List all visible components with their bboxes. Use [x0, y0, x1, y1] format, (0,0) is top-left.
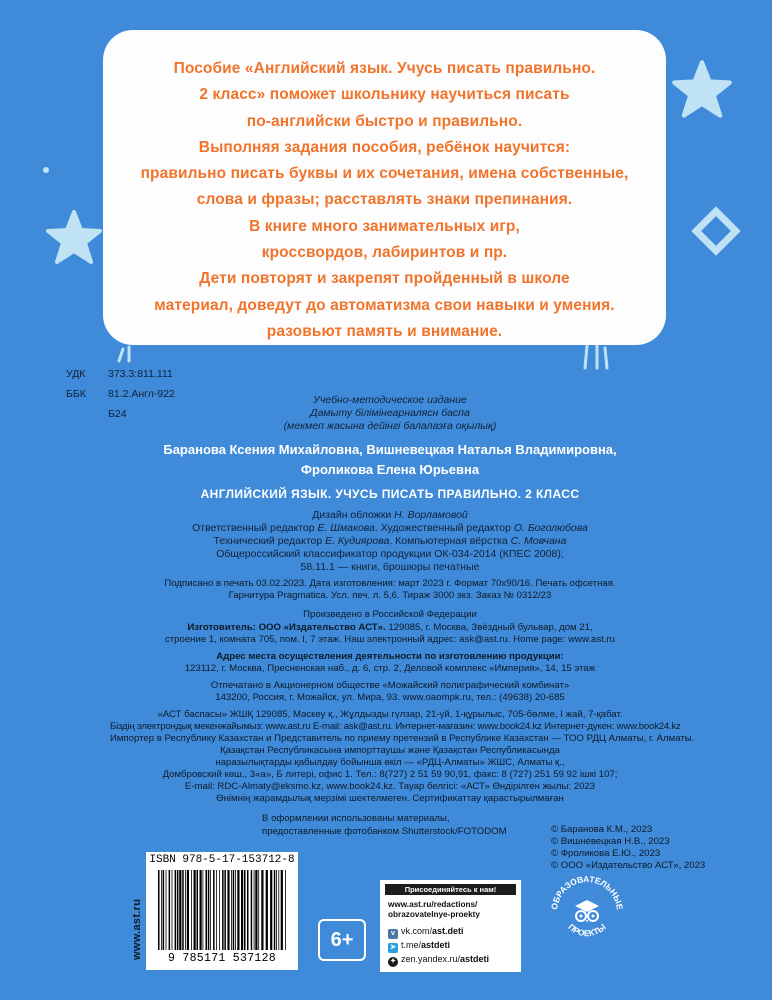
promo-line: слова и фразы; расставлять знаки препинания. — [196, 191, 573, 209]
kz-info-line: Біздің электрондық мекенжайымыз: www.ast.ru E-mail: ask@ast.ru. Интернет-магазин: www.book24.kz Интернет-дүкен: www.book24.kz — [110, 721, 681, 732]
authors-line: Фроликова Елена Юрьевна — [300, 462, 480, 477]
barcode-bar — [213, 870, 215, 950]
telegram-icon: ➤ — [388, 943, 398, 953]
owl-icon — [575, 900, 599, 923]
barcode-bar — [241, 870, 243, 950]
promo-line: 2 класс» поможет школьнику научиться писать — [199, 86, 570, 104]
kz-info-line: Өнімнің жарамдылық мерзімі шектелмеген. Сертификаттау қарастырылмаған — [216, 793, 564, 804]
udk-code — [66, 368, 173, 381]
barcode-bar — [274, 870, 276, 950]
join-link[interactable]: obrazovatelnye-proekty — [388, 910, 480, 919]
credit-name: Н. Ворламовой — [394, 509, 468, 521]
link-name: astdeti — [421, 940, 451, 950]
vk-link[interactable] — [388, 925, 464, 939]
origin-country: Произведено в Российской Федерации — [303, 609, 477, 620]
credit-label: Технический редактор — [213, 535, 323, 547]
barcode-bar — [231, 870, 232, 950]
barcode-bar — [276, 870, 277, 950]
credit-label: Дизайн обложки — [312, 509, 392, 521]
kz-info-line: Домбровский көш., 3«а», Б литерi, офис 1. Тел.: 8(727) 2 51 59 90,91, факс: 8 (727) 251 59 92 ішкі 107; — [162, 769, 618, 780]
promo-line: правильно писать буквы и их сочетания, имена собственные, — [140, 165, 629, 183]
barcode-bar — [203, 870, 204, 950]
badge-top-text: ОБРАЗОВАТЕЛЬНЫЕ — [549, 873, 625, 911]
link-prefix: zen.yandex.ru/ — [401, 954, 461, 964]
manufacturer-line — [110, 622, 670, 634]
barcode-bar — [169, 870, 171, 950]
kz-info-line: Импортер в Республику Казахстан и Представитель по приему претензий в Республике Казахстан — ТОО РДЦ Алматы, г. Алматы. — [110, 733, 695, 744]
credit-name: Е. Шмакова — [317, 522, 375, 534]
manufacturer-label: Изготовитель: ООО «Издательство АСТ». — [187, 622, 386, 633]
barcode-bar — [208, 870, 210, 950]
print-info-line: Подписано в печать 03.02.2023. Дата изготовления: март 2023 г. Формат 70x90/16. Печать офсетная. — [164, 578, 616, 589]
promo-line: по-английски быстро и правильно. — [246, 112, 523, 130]
barcode-bar — [222, 870, 224, 950]
barcode-bar — [278, 870, 279, 950]
promo-line: материал, доведут до автоматизма свои навыки и умения. — [154, 296, 615, 314]
printer-line: Отпечатано в Акционерном обществе «Можайский полиграфический комбинат» — [210, 680, 570, 691]
editor-credit — [110, 522, 670, 535]
barcode-bar — [200, 870, 202, 950]
classifier-line: Общероссийский классификатор продукции ОК-034-2014 (КПЕС 2008); — [216, 548, 564, 560]
credit-name: Е. Кудиярова — [325, 535, 390, 547]
manufacturer-address: 129085, г. Москва, Звёздный бульвар, дом 21, — [385, 622, 593, 633]
edition-type-kz: Дамыту білімінеарналясн баспа — [310, 407, 470, 419]
link-prefix: t.me/ — [401, 940, 422, 950]
barcode-bar — [206, 870, 208, 950]
star-icon — [44, 208, 104, 268]
star-icon — [670, 58, 734, 122]
credit-label: . Компьютерная вёрстка — [389, 535, 508, 547]
copyright-line: © ООО «Издательство АСТ», 2023 — [551, 860, 706, 871]
authors-line: Баранова Ксения Михайловна, Вишневецкая Наталья Владимировна, — [163, 442, 617, 457]
barcode-bar — [251, 870, 253, 950]
promo-line: Пособие «Английский язык. Учусь писать правильно. — [173, 60, 596, 77]
production-address-label: Адрес места осуществления деятельности по изготовлению продукции: — [216, 651, 564, 662]
credit-label: . Художественный редактор — [374, 522, 511, 534]
barcode-bar — [255, 870, 257, 950]
isbn-number: ISBN 978-5-17-153712-8 — [149, 854, 295, 866]
zen-icon: ✦ — [388, 957, 398, 967]
barcode-bar — [244, 870, 246, 950]
barcode-bar — [179, 870, 181, 950]
barcode-bar — [254, 870, 255, 950]
zen-link[interactable] — [388, 953, 489, 967]
barcode-bar — [172, 870, 173, 950]
barcode-bar — [161, 870, 162, 950]
barcode-bar — [175, 870, 177, 950]
kz-info-line: Қазақстан Республикасына импорттаушы және Қазақстан Республикасында — [220, 745, 560, 756]
promo-line: В книге много занимательных игр, — [249, 217, 520, 235]
barcode-bar — [227, 870, 229, 950]
cover-design-credit — [110, 509, 670, 522]
barcode-bar — [194, 870, 196, 950]
age-rating: 6+ — [318, 919, 366, 961]
tech-editor-credit — [110, 535, 670, 548]
kz-info-line: наразылықтарды қабылдау бойынша өкіл — «РДЦ-Алматы» ЖШС, Алматы қ., — [215, 757, 565, 768]
barcode-bar — [191, 870, 192, 950]
barcode-bar — [177, 870, 179, 950]
barcode — [146, 852, 298, 970]
barcode-bar — [216, 870, 217, 950]
promo-line: разовьют память и внимание. — [266, 322, 503, 340]
publisher-site: www.ast.ru — [131, 898, 143, 960]
vk-icon: v — [388, 929, 398, 939]
bbk-code — [66, 388, 175, 401]
udk-label: УДК — [66, 368, 86, 380]
barcode-bar — [187, 870, 189, 950]
kz-info-line: «АСТ баспасы» ЖШҚ 129085, Мәскеу қ., Жұлдызды гүлзар, 21-үй, 1-құрылыс, 705-бөлме, I жай, 7-қабат. — [157, 709, 623, 720]
barcode-bar — [197, 870, 199, 950]
edition-note-kz: (мекмеп жасына дейінгі балалазға оқылық) — [283, 420, 497, 432]
udk-value: 373.3:811.111 — [108, 368, 173, 380]
promo-card — [103, 30, 666, 345]
badge-bottom-text: ПРОЕКТЫ — [566, 921, 608, 939]
barcode-bar — [270, 870, 272, 950]
classifier-line: 58.11.1 — книги, брошюры печатные — [300, 561, 480, 573]
manufacturer-line: строение 1, комната 705, пом. I, 7 этаж. Наш электронный адрес: ask@ast.ru. Home page: www.ast.ru — [164, 634, 615, 645]
barcode-bar — [281, 870, 283, 950]
barcode-bar — [185, 870, 186, 950]
join-us-box — [380, 880, 521, 972]
promo-line: кроссвордов, лабиринтов и пр. — [261, 244, 508, 262]
link-name: ast.deti — [432, 926, 464, 936]
telegram-link[interactable] — [388, 939, 450, 953]
promo-line: Дети повторят и закрепят пройденный в школе — [199, 270, 570, 288]
bbk-value: 81.2.Англ-922 — [108, 388, 175, 400]
sparkle-icon — [36, 160, 56, 180]
barcode-digits: 9 785171 537128 — [167, 952, 277, 965]
production-address: 123112, г. Москва, Пресненская наб., д. 6, стр. 2, Деловой комплекс «Империя», 14, 15 этаж — [184, 663, 596, 674]
barcode-bar — [224, 870, 226, 950]
credit-name: С. Мовчана — [510, 535, 567, 547]
barcode-bar — [247, 870, 249, 950]
edition-type: Учебно-методическое издание — [313, 394, 467, 406]
book-title: АНГЛИЙСКИЙ ЯЗЫК. УЧУСЬ ПИСАТЬ ПРАВИЛЬНО. 2 КЛАСС — [200, 487, 580, 501]
barcode-bar — [285, 870, 286, 950]
printer-line: 143200, Россия, г. Можайск, ул. Мира, 93. www.oaompk.ru, тел.: (49638) 20-685 — [215, 692, 565, 703]
promo-line: Выполняя задания пособия, ребёнок научится: — [198, 138, 571, 156]
barcode-bar — [163, 870, 165, 950]
barcode-bar — [219, 870, 220, 950]
author-mark: Б24 — [108, 408, 127, 420]
print-info-line: Гарнитура Pragmatica. Усл. печ. л. 5,6. Тираж 3000 экз. Заказ № 0312/23 — [228, 590, 552, 601]
kz-info-line: E-mail: RDC-Almaty@eksmo.kz, www.book24.kz. Тауар белгісі: «АСТ» Өндірілген жылы: 2023 — [184, 781, 596, 792]
barcode-bar — [266, 870, 268, 950]
barcode-bar — [235, 870, 236, 950]
diamond-icon — [690, 205, 742, 257]
copyright-line: © Фроликова Е.Ю., 2023 — [551, 848, 661, 859]
barcode-bar — [237, 870, 239, 950]
copyright-line: © Вишневецкая Н.В., 2023 — [551, 836, 670, 847]
credit-name: О. Боголюбова — [513, 522, 588, 534]
join-link[interactable]: www.ast.ru/redactions/ — [388, 900, 478, 909]
barcode-bars — [156, 870, 288, 950]
link-prefix: vk.com/ — [401, 926, 433, 936]
join-us-header: Присоединяйтесь к нам! — [385, 884, 516, 895]
copyright-line: © Баранова К.М., 2023 — [551, 824, 653, 835]
photo-credit-line: В оформлении использованы материалы, — [262, 813, 450, 824]
photo-credit-line: предоставленные фотобанком Shutterstock/FOTODOM — [262, 826, 507, 837]
barcode-bar — [261, 870, 263, 950]
barcode-bar — [166, 870, 167, 950]
barcode-bar — [258, 870, 259, 950]
educational-projects-badge — [545, 868, 629, 952]
barcode-bar — [233, 870, 235, 950]
credit-label: Ответственный редактор — [192, 522, 315, 534]
barcode-bar — [210, 870, 211, 950]
bbk-label: ББК — [66, 388, 86, 400]
link-name: astdeti — [460, 954, 490, 964]
sparkle-icon — [115, 345, 145, 365]
barcode-bar — [182, 870, 184, 950]
barcode-bar — [158, 870, 160, 950]
